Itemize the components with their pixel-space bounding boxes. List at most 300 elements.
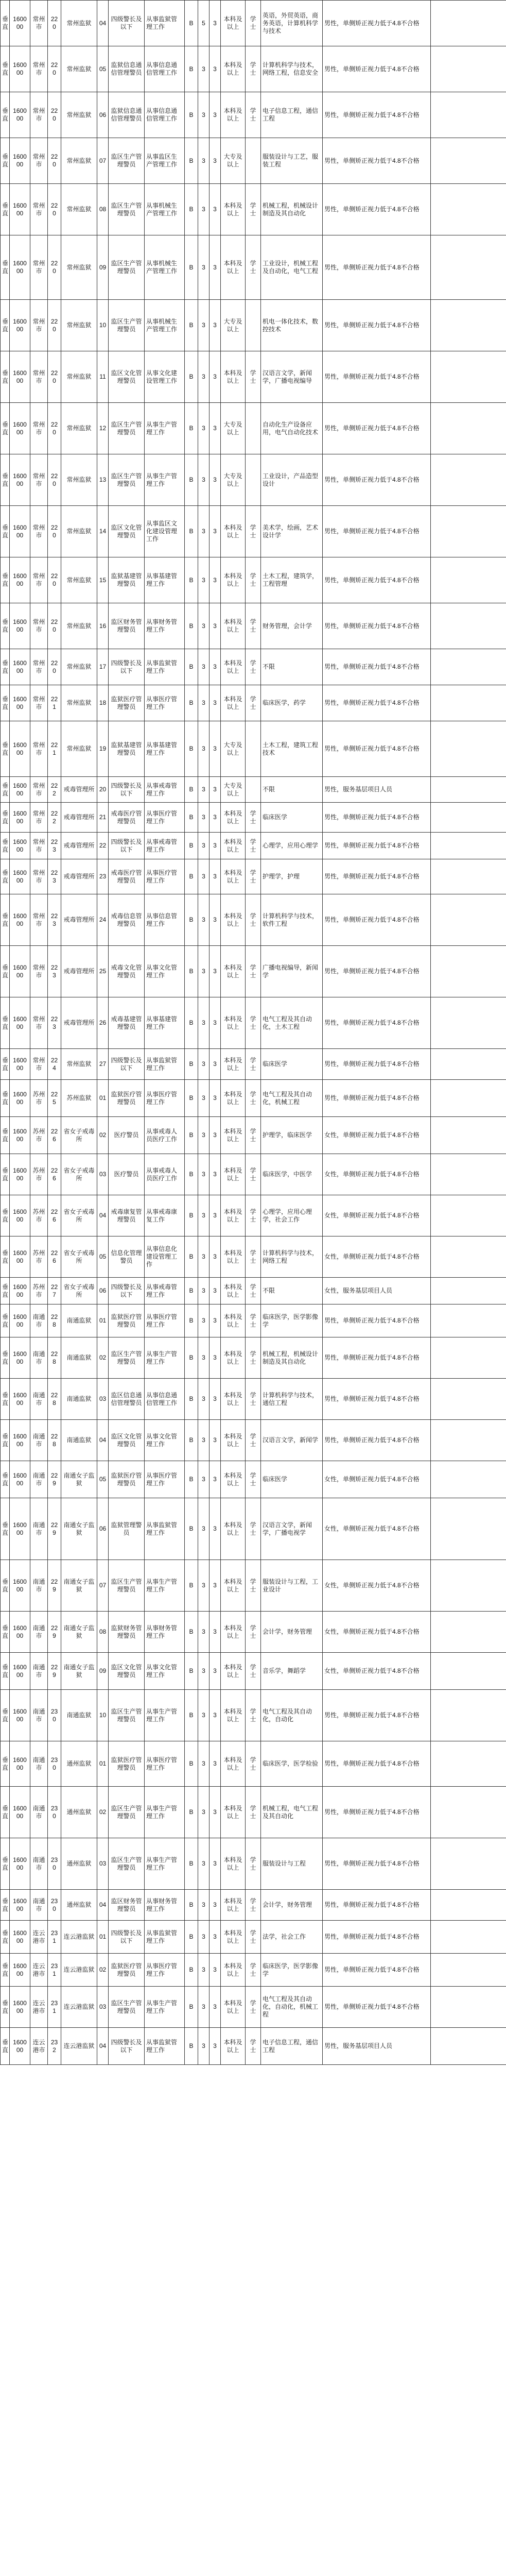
city-cell: 常州市: [30, 403, 48, 454]
position-desc-cell: 从事基建管理工作: [145, 721, 185, 777]
note-cell: [431, 1304, 506, 1337]
org-cell: 连云港监狱: [61, 1921, 97, 1954]
degree-cell: 学士: [246, 1838, 261, 1890]
category-cell: B: [185, 1787, 198, 1838]
level-cell: 垂直: [1, 1787, 10, 1838]
table-row: [1, 1379, 506, 1420]
position-code-cell: 08: [97, 1612, 109, 1653]
education-cell: 本科及以上: [221, 603, 246, 649]
table-row: [1, 721, 506, 777]
requirements-cell: 女性，单侧矫正视力低于4.8不合格: [323, 1498, 431, 1560]
degree-cell: 学士: [246, 506, 261, 557]
count-cell: 3: [198, 1337, 210, 1379]
position-code-cell: 17: [97, 649, 109, 685]
degree-cell: 学士: [246, 603, 261, 649]
category-cell: B: [185, 1154, 198, 1195]
requirements-cell: 女性，单侧矫正视力低于4.8不合格: [323, 1117, 431, 1154]
org-cell: 常州监狱: [61, 649, 97, 685]
count-cell: 3: [198, 685, 210, 721]
ratio-cell: 3: [210, 1921, 221, 1954]
position-title-cell: 医疗警员: [109, 1117, 145, 1154]
table-row: [1, 803, 506, 833]
category-cell: B: [185, 1498, 198, 1560]
orgcode-cell: 220: [48, 603, 61, 649]
count-cell: 3: [198, 1195, 210, 1236]
education-cell: 本科及以上: [221, 1117, 246, 1154]
note-cell: [431, 1, 506, 46]
code-cell: 160000: [10, 2028, 30, 2065]
position-code-cell: 22: [97, 833, 109, 859]
table-row: [1, 1612, 506, 1653]
position-desc-cell: 从事生产管理工作: [145, 1337, 185, 1379]
note-cell: [431, 184, 506, 235]
position-title-cell: 监区文化管理警员: [109, 1420, 145, 1461]
table-row: [1, 1741, 506, 1787]
table-row: [1, 685, 506, 721]
requirements-cell: 男性，单侧矫正视力低于4.8不合格: [323, 1690, 431, 1741]
city-cell: 常州市: [30, 997, 48, 1049]
ratio-cell: 3: [210, 1838, 221, 1890]
education-cell: 本科及以上: [221, 1612, 246, 1653]
major-cell: 临床医学，医学影像学: [261, 1954, 323, 1987]
degree-cell: 学士: [246, 1461, 261, 1498]
count-cell: 3: [198, 649, 210, 685]
degree-cell: 学士: [246, 833, 261, 859]
requirements-cell: 男性，单侧矫正视力低于4.8不合格: [323, 997, 431, 1049]
major-cell: 电气工程及其自动化，土木工程: [261, 997, 323, 1049]
code-cell: 160000: [10, 777, 30, 803]
level-cell: 垂直: [1, 1987, 10, 2028]
major-cell: 服装设计与工程，工业设计: [261, 1560, 323, 1612]
education-cell: 本科及以上: [221, 92, 246, 138]
position-title-cell: 四级警长及以下: [109, 2028, 145, 2065]
table-row: [1, 1049, 506, 1080]
position-desc-cell: 从事监狱管理工作: [145, 1049, 185, 1080]
city-cell: 常州市: [30, 506, 48, 557]
city-cell: 常州市: [30, 721, 48, 777]
major-cell: 计算机科学与技术，网络工程: [261, 1236, 323, 1278]
category-cell: B: [185, 859, 198, 894]
category-cell: B: [185, 603, 198, 649]
position-desc-cell: 从事财务管理工作: [145, 1612, 185, 1653]
position-code-cell: 01: [97, 1080, 109, 1117]
requirements-cell: 男性，单侧矫正视力低于4.8不合格: [323, 1080, 431, 1117]
position-code-cell: 15: [97, 557, 109, 603]
city-cell: 南通市: [30, 1420, 48, 1461]
note-cell: [431, 894, 506, 946]
level-cell: 垂直: [1, 1560, 10, 1612]
major-cell: 护理学，临床医学: [261, 1117, 323, 1154]
position-title-cell: 四级警长及以下: [109, 833, 145, 859]
count-cell: 3: [198, 1379, 210, 1420]
count-cell: 3: [198, 833, 210, 859]
city-cell: 苏州市: [30, 1154, 48, 1195]
position-desc-cell: 从事生产管理工作: [145, 1560, 185, 1612]
position-title-cell: 监区生产管理警员: [109, 1838, 145, 1890]
position-desc-cell: 从事信息通信管理工作: [145, 1379, 185, 1420]
education-cell: 本科及以上: [221, 1560, 246, 1612]
major-cell: 机械工程，电气工程及其自动化: [261, 1787, 323, 1838]
org-cell: 南通女子监狱: [61, 1653, 97, 1690]
category-cell: B: [185, 235, 198, 300]
education-cell: 本科及以上: [221, 1461, 246, 1498]
category-cell: B: [185, 2028, 198, 2065]
level-cell: 垂直: [1, 184, 10, 235]
code-cell: 160000: [10, 506, 30, 557]
category-cell: B: [185, 1278, 198, 1304]
orgcode-cell: 220: [48, 92, 61, 138]
education-cell: 本科及以上: [221, 1890, 246, 1921]
major-cell: 美术学，绘画，艺术设计学: [261, 506, 323, 557]
requirements-cell: 男性，单侧矫正视力低于4.8不合格: [323, 1838, 431, 1890]
orgcode-cell: 226: [48, 1117, 61, 1154]
position-title-cell: 监区信息通信管理警员: [109, 1379, 145, 1420]
org-cell: 通州监狱: [61, 1890, 97, 1921]
position-desc-cell: 从事监区生产管理工作: [145, 138, 185, 184]
ratio-cell: 3: [210, 351, 221, 403]
degree-cell: 学士: [246, 92, 261, 138]
major-cell: 临床医学: [261, 803, 323, 833]
org-cell: 常州监狱: [61, 92, 97, 138]
position-code-cell: 18: [97, 685, 109, 721]
category-cell: B: [185, 1, 198, 46]
category-cell: B: [185, 1954, 198, 1987]
note-cell: [431, 1117, 506, 1154]
position-code-cell: 04: [97, 2028, 109, 2065]
org-cell: 常州监狱: [61, 351, 97, 403]
note-cell: [431, 1954, 506, 1987]
requirements-cell: 男性，单侧矫正视力低于4.8不合格: [323, 685, 431, 721]
category-cell: B: [185, 184, 198, 235]
note-cell: [431, 403, 506, 454]
ratio-cell: 3: [210, 777, 221, 803]
table-row: [1, 894, 506, 946]
city-cell: 南通市: [30, 1379, 48, 1420]
requirements-cell: 男性，单侧矫正视力低于4.8不合格: [323, 235, 431, 300]
ratio-cell: 3: [210, 833, 221, 859]
code-cell: 160000: [10, 685, 30, 721]
note-cell: [431, 1337, 506, 1379]
note-cell: [431, 1498, 506, 1560]
level-cell: 垂直: [1, 1278, 10, 1304]
position-desc-cell: 从事医疗管理工作: [145, 859, 185, 894]
level-cell: 垂直: [1, 1741, 10, 1787]
city-cell: 南通市: [30, 1838, 48, 1890]
code-cell: 160000: [10, 454, 30, 506]
requirements-cell: 女性，单侧矫正视力低于4.8不合格: [323, 1612, 431, 1653]
orgcode-cell: 230: [48, 1787, 61, 1838]
note-cell: [431, 1379, 506, 1420]
education-cell: 本科及以上: [221, 997, 246, 1049]
position-code-cell: 09: [97, 1653, 109, 1690]
org-cell: 常州监狱: [61, 1, 97, 46]
orgcode-cell: 228: [48, 1304, 61, 1337]
position-desc-cell: 从事戒毒管理工作: [145, 1278, 185, 1304]
position-title-cell: 戒毒医疗管理警员: [109, 859, 145, 894]
table-row: [1, 1921, 506, 1954]
education-cell: 本科及以上: [221, 1154, 246, 1195]
category-cell: B: [185, 833, 198, 859]
position-title-cell: 监区生产管理警员: [109, 1787, 145, 1838]
code-cell: 160000: [10, 1236, 30, 1278]
count-cell: 3: [198, 803, 210, 833]
major-cell: 会计学，财务管理: [261, 1612, 323, 1653]
education-cell: 本科及以上: [221, 1838, 246, 1890]
table-row: [1, 184, 506, 235]
degree-cell: 学士: [246, 1890, 261, 1921]
org-cell: 常州监狱: [61, 138, 97, 184]
position-desc-cell: 从事监狱管理工作: [145, 1, 185, 46]
requirements-cell: 男性，单侧矫正视力低于4.8不合格: [323, 1304, 431, 1337]
ratio-cell: 3: [210, 1236, 221, 1278]
ratio-cell: 3: [210, 721, 221, 777]
city-cell: 南通市: [30, 1890, 48, 1921]
degree-cell: 学士: [246, 1236, 261, 1278]
orgcode-cell: 229: [48, 1653, 61, 1690]
level-cell: 垂直: [1, 235, 10, 300]
orgcode-cell: 220: [48, 649, 61, 685]
orgcode-cell: 228: [48, 1379, 61, 1420]
orgcode-cell: 227: [48, 1278, 61, 1304]
count-cell: 3: [198, 1987, 210, 2028]
city-cell: 南通市: [30, 1304, 48, 1337]
position-code-cell: 05: [97, 1461, 109, 1498]
position-title-cell: 监区文化管理警员: [109, 1653, 145, 1690]
org-cell: 通州监狱: [61, 1787, 97, 1838]
org-cell: 常州监狱: [61, 403, 97, 454]
education-cell: 本科及以上: [221, 685, 246, 721]
orgcode-cell: 231: [48, 1987, 61, 2028]
orgcode-cell: 220: [48, 454, 61, 506]
code-cell: 160000: [10, 46, 30, 92]
category-cell: B: [185, 1236, 198, 1278]
position-code-cell: 04: [97, 1, 109, 46]
position-code-cell: 04: [97, 1420, 109, 1461]
orgcode-cell: 223: [48, 946, 61, 997]
table-row: [1, 1987, 506, 2028]
note-cell: [431, 1461, 506, 1498]
count-cell: 3: [198, 1838, 210, 1890]
note-cell: [431, 1690, 506, 1741]
count-cell: 3: [198, 46, 210, 92]
position-desc-cell: 从事医疗管理工作: [145, 1461, 185, 1498]
code-cell: 160000: [10, 1612, 30, 1653]
degree-cell: 学士: [246, 1304, 261, 1337]
position-code-cell: 24: [97, 894, 109, 946]
level-cell: 垂直: [1, 1498, 10, 1560]
position-title-cell: 监区生产管理警员: [109, 300, 145, 351]
education-cell: 本科及以上: [221, 184, 246, 235]
level-cell: 垂直: [1, 833, 10, 859]
note-cell: [431, 997, 506, 1049]
orgcode-cell: 220: [48, 506, 61, 557]
position-title-cell: 戒毒医疗管理警员: [109, 803, 145, 833]
position-code-cell: 01: [97, 1741, 109, 1787]
orgcode-cell: 224: [48, 1049, 61, 1080]
position-title-cell: 监区文化管理警员: [109, 506, 145, 557]
org-cell: 南通监狱: [61, 1379, 97, 1420]
note-cell: [431, 1420, 506, 1461]
table-row: [1, 92, 506, 138]
note-cell: [431, 603, 506, 649]
requirements-cell: 男性，单侧矫正视力低于4.8不合格: [323, 833, 431, 859]
code-cell: 160000: [10, 1560, 30, 1612]
major-cell: 机电一体化技术，数控技术: [261, 300, 323, 351]
level-cell: 垂直: [1, 997, 10, 1049]
requirements-cell: 女性，单侧矫正视力低于4.8不合格: [323, 1461, 431, 1498]
org-cell: 戒毒管理所: [61, 894, 97, 946]
education-cell: 本科及以上: [221, 557, 246, 603]
requirements-cell: 男性，单侧矫正视力低于4.8不合格: [323, 46, 431, 92]
category-cell: B: [185, 403, 198, 454]
count-cell: 3: [198, 1612, 210, 1653]
note-cell: [431, 2028, 506, 2065]
major-cell: 电气工程及其自动化，自动化，机械工程: [261, 1987, 323, 2028]
ratio-cell: 3: [210, 1154, 221, 1195]
table-row: [1, 603, 506, 649]
education-cell: 大专及以上: [221, 721, 246, 777]
position-desc-cell: 从事监狱管理工作: [145, 1498, 185, 1560]
category-cell: B: [185, 1080, 198, 1117]
city-cell: 苏州市: [30, 1278, 48, 1304]
position-code-cell: 08: [97, 184, 109, 235]
code-cell: 160000: [10, 92, 30, 138]
major-cell: 土木工程，建筑工程技术: [261, 721, 323, 777]
level-cell: 垂直: [1, 649, 10, 685]
count-cell: 3: [198, 1890, 210, 1921]
table-row: [1, 1690, 506, 1741]
major-cell: 临床医学，医学影像学: [261, 1304, 323, 1337]
position-title-cell: 监区生产管理警员: [109, 454, 145, 506]
position-title-cell: 四级警长及以下: [109, 1, 145, 46]
note-cell: [431, 649, 506, 685]
table-row: [1, 351, 506, 403]
ratio-cell: 3: [210, 1195, 221, 1236]
count-cell: 3: [198, 1741, 210, 1787]
org-cell: 省女子戒毒所: [61, 1117, 97, 1154]
position-title-cell: 监区生产管理警员: [109, 1690, 145, 1741]
table-row: [1, 777, 506, 803]
ratio-cell: 3: [210, 1080, 221, 1117]
education-cell: 本科及以上: [221, 2028, 246, 2065]
position-code-cell: 25: [97, 946, 109, 997]
ratio-cell: 3: [210, 1787, 221, 1838]
requirements-cell: 女性，单侧矫正视力低于4.8不合格: [323, 1560, 431, 1612]
count-cell: 3: [198, 506, 210, 557]
level-cell: 垂直: [1, 1921, 10, 1954]
code-cell: 160000: [10, 557, 30, 603]
code-cell: 160000: [10, 997, 30, 1049]
note-cell: [431, 138, 506, 184]
position-desc-cell: 从事监狱管理工作: [145, 1921, 185, 1954]
ratio-cell: 3: [210, 184, 221, 235]
position-desc-cell: 从事财务管理工作: [145, 1890, 185, 1921]
ratio-cell: 3: [210, 603, 221, 649]
position-code-cell: 07: [97, 1560, 109, 1612]
city-cell: 南通市: [30, 1498, 48, 1560]
position-desc-cell: 从事戒毒康复工作: [145, 1195, 185, 1236]
position-code-cell: 02: [97, 1337, 109, 1379]
degree-cell: 学士: [246, 1117, 261, 1154]
position-desc-cell: 从事医疗管理工作: [145, 1080, 185, 1117]
org-cell: 南通监狱: [61, 1337, 97, 1379]
position-code-cell: 10: [97, 1690, 109, 1741]
ratio-cell: 3: [210, 454, 221, 506]
city-cell: 常州市: [30, 649, 48, 685]
org-cell: 省女子戒毒所: [61, 1278, 97, 1304]
position-code-cell: 02: [97, 1954, 109, 1987]
requirements-cell: 女性，服务基层项目人员: [323, 1278, 431, 1304]
city-cell: 常州市: [30, 46, 48, 92]
city-cell: 常州市: [30, 138, 48, 184]
requirements-cell: 男性，单侧矫正视力低于4.8不合格: [323, 184, 431, 235]
position-desc-cell: 从事戒毒管理工作: [145, 777, 185, 803]
table-row: [1, 1954, 506, 1987]
position-desc-cell: 从事文化管理工作: [145, 1420, 185, 1461]
org-cell: 戒毒管理所: [61, 777, 97, 803]
category-cell: B: [185, 1049, 198, 1080]
position-desc-cell: 从事生产管理工作: [145, 403, 185, 454]
degree-cell: 学士: [246, 1612, 261, 1653]
requirements-cell: 男性，单侧矫正视力低于4.8不合格: [323, 1890, 431, 1921]
position-code-cell: 05: [97, 1236, 109, 1278]
position-code-cell: 03: [97, 1838, 109, 1890]
org-cell: 戒毒管理所: [61, 946, 97, 997]
level-cell: 垂直: [1, 557, 10, 603]
position-title-cell: 四级警长及以下: [109, 649, 145, 685]
degree-cell: 学士: [246, 894, 261, 946]
degree-cell: 学士: [246, 1741, 261, 1787]
orgcode-cell: 230: [48, 1690, 61, 1741]
position-code-cell: 19: [97, 721, 109, 777]
org-cell: 常州监狱: [61, 235, 97, 300]
table-row: [1, 1080, 506, 1117]
code-cell: 160000: [10, 1, 30, 46]
org-cell: 南通女子监狱: [61, 1461, 97, 1498]
count-cell: 3: [198, 235, 210, 300]
major-cell: 临床医学，药学: [261, 685, 323, 721]
major-cell: 计算机科学与技术，软件工程: [261, 894, 323, 946]
requirements-cell: 男性，服务基层项目人员: [323, 2028, 431, 2065]
education-cell: 本科及以上: [221, 1049, 246, 1080]
org-cell: 省女子戒毒所: [61, 1154, 97, 1195]
education-cell: 本科及以上: [221, 46, 246, 92]
city-cell: 常州市: [30, 300, 48, 351]
position-code-cell: 21: [97, 803, 109, 833]
table-row: [1, 1, 506, 46]
count-cell: 3: [198, 1498, 210, 1560]
position-desc-cell: 从事生产管理工作: [145, 1838, 185, 1890]
degree-cell: [246, 138, 261, 184]
education-cell: 本科及以上: [221, 803, 246, 833]
table-row: [1, 1420, 506, 1461]
level-cell: 垂直: [1, 1195, 10, 1236]
major-cell: 机械工程，机械设计制造及其自动化: [261, 1337, 323, 1379]
position-title-cell: 监区生产管理警员: [109, 1987, 145, 2028]
major-cell: 服装设计与工艺，服装工程: [261, 138, 323, 184]
position-code-cell: 02: [97, 1117, 109, 1154]
city-cell: 常州市: [30, 603, 48, 649]
note-cell: [431, 1560, 506, 1612]
code-cell: 160000: [10, 1278, 30, 1304]
table-row: [1, 403, 506, 454]
level-cell: 垂直: [1, 803, 10, 833]
level-cell: 垂直: [1, 777, 10, 803]
note-cell: [431, 454, 506, 506]
city-cell: 常州市: [30, 894, 48, 946]
note-cell: [431, 721, 506, 777]
note-cell: [431, 235, 506, 300]
